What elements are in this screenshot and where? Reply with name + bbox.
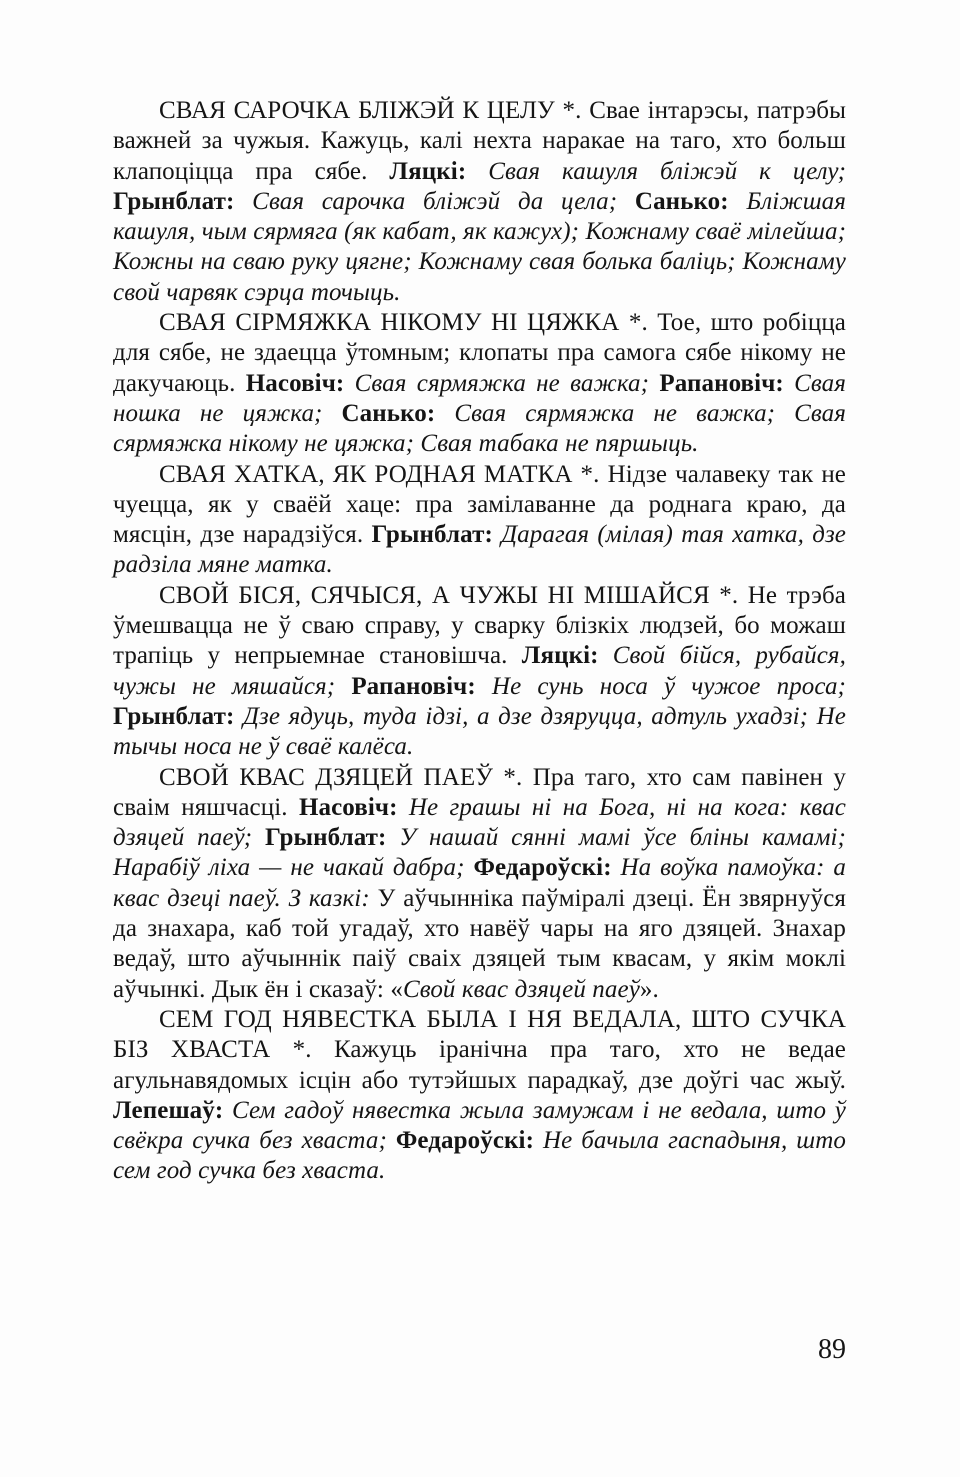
proverb-text: Бліжшая кашуля, чым сярмяга (як кабат, як кажух); Кожнаму сваё мілейша; Кожны на сваю руку цягне; Кожнаму свая болька баліць; Кожнаму свой чарвяк сэрца точыць. — [113, 187, 846, 306]
entry-headword-and-definition: СЕМ ГОД НЯВЕСТКА БЫЛА І НЯ ВЕДАЛА, ШТО СУЧКА БІЗ ХВАСТА *. Кажуць іранічна пра таго, хто не ведае агульнавядомых ісцін або тутэйшых парадкаў, дзе доўгі час жыў. — [113, 1005, 846, 1094]
entry-headword-and-definition: СВОЙ БІСЯ, СЯЧЫСЯ, А ЧУЖЫ НІ МІШАЙСЯ *. Не трэба ўмешвацца не ў сваю справу, у сварку блізкіх людзей, бо можаш трапіць у непрыемнае становішча. — [113, 581, 846, 670]
proverb-text: Дзе ядуць, туда ідзі, а дзе дзяруцца, адтуль ухадзі; Не тычы носа не ў сваё калёса. — [113, 702, 846, 761]
entry-headword-and-definition: СВАЯ СІРМЯЖКА НІКОМУ НІ ЦЯЖКА *. Тое, што робіцца для сябе, не здаецца ўтомным; клопаты пра самога сябе нікому не дакучаюць. — [113, 309, 846, 397]
proverb-text: Свая ношка не цяжка; — [113, 369, 846, 427]
proverb-text: Свая кашуля бліжэй к целу; — [488, 157, 847, 185]
source-name: Грынблат: — [113, 702, 243, 730]
proverb-entry — [113, 763, 846, 1005]
source-name: Лепешаў: — [113, 1096, 232, 1124]
source-name: Грынблат: — [371, 521, 502, 549]
source-name: Федароўскі: — [473, 854, 621, 882]
source-name: Насовіч: — [245, 369, 355, 397]
proverb-text: Не грашы ні на Бога, ні на кога: квас дзяцей паеў; — [113, 793, 846, 852]
proverb-text: Не бачыла гаспадыня, што сем год сучка без хваста. — [113, 1127, 846, 1185]
text-block — [113, 96, 846, 1187]
proverb-text: Свая сарочка бліжэй да цела; — [252, 187, 635, 215]
entry-headword-and-definition: СВОЙ КВАС ДЗЯЦЕЙ ПАЕЎ *. Пра таго, хто сам павінен у сваім няшчасці. — [113, 763, 846, 821]
source-name: Грынблат: — [265, 824, 400, 852]
proverb-text: Свой бійся, рубайся, чужы не мяшайся; — [113, 642, 846, 700]
proverb-text: На воўка памоўка: а квас дзеці паеў. З казкі: — [113, 854, 847, 912]
entry-headword-and-definition: СВАЯ САРОЧКА БЛІЖЭЙ К ЦЕЛУ *. Свае інтарэсы, патрэбы важней за чужыя. Кажуць, калі нехта наракае на таго, хто больш клапоціцца пра сябе. — [113, 97, 846, 185]
source-name: Насовіч: — [298, 793, 409, 821]
source-name: Санько: — [341, 399, 455, 427]
proverb-text: Свой квас дзяцей паеў — [402, 975, 640, 1003]
proverb-text: Свая сярмяжка не важка; — [354, 369, 660, 397]
source-name: Рапановіч: — [659, 369, 795, 397]
source-name: Грынблат: — [113, 187, 253, 215]
page-number: 89 — [818, 1334, 846, 1365]
proverb-text: Сем гадоў нявестка жыла замужам і не ведала, што ў свёкра сучка без хваста; — [113, 1096, 846, 1155]
proverb-text: Не сунь носа ў чужое проса; — [491, 672, 846, 700]
proverb-entry — [113, 460, 846, 581]
source-name: Санько: — [634, 187, 747, 215]
closing-quote-and-period: ». — [639, 975, 659, 1003]
entry-headword-and-definition: СВАЯ ХАТКА, ЯК РОДНАЯ МАТКА *. Нідзе чалавеку так не чуецца, як у сваёй хаце: пра замілаванне да роднага краю, да мясцін, дзе нарадзіўся. — [113, 460, 846, 549]
proverb-text: У нашай сянні мамі ўсе бліны камамі; Нарабіў ліха — не чакай дабра; — [113, 824, 846, 882]
tale-text: У аўчынніка паўміралі дзеці. Ён звярнуўся да знахара, каб той угадаў, хто навёў чары на яго дзяцей. Знахар ведаў, што аўчыннік паіў сваіх дзяцей тым квасам, у якім моклі аўчынкі. Дык ён і сказаў: « — [113, 884, 846, 1003]
proverb-entry — [113, 96, 846, 308]
proverb-text: Свая сярмяжка не важка; Свая сярмяжка нікому не цяжка; Свая табака не пяршыць. — [113, 399, 846, 458]
source-name: Ляцкі: — [389, 157, 489, 185]
proverb-entry — [113, 308, 846, 459]
proverb-text: Дарагая (мілая) тая хатка, дзе радзіла мяне матка. — [113, 521, 846, 579]
proverb-entry — [113, 581, 846, 763]
source-name: Федароўскі: — [395, 1127, 543, 1155]
proverb-entry — [113, 1005, 846, 1187]
source-name: Рапановіч: — [351, 672, 492, 700]
source-name: Ляцкі: — [521, 642, 613, 670]
